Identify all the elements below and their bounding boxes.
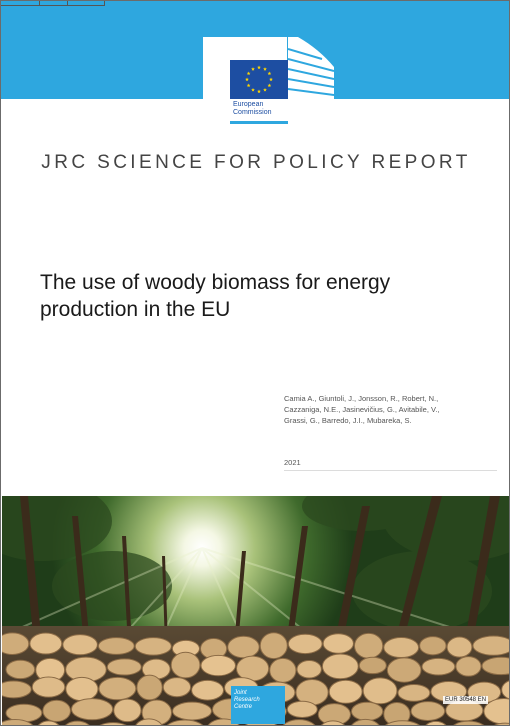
log-end	[114, 699, 141, 722]
log-end	[420, 637, 446, 655]
log-end	[287, 701, 317, 717]
log-end	[43, 700, 71, 721]
star-icon	[269, 78, 273, 82]
jrc-line: Research	[234, 697, 260, 703]
log-end	[228, 636, 260, 658]
star-icon	[267, 72, 271, 76]
log-end	[323, 634, 353, 654]
log-end	[173, 702, 212, 720]
star-icon	[257, 90, 261, 94]
eu-flag-icon	[230, 60, 288, 99]
log-end	[32, 677, 65, 697]
divider	[284, 470, 497, 471]
log-end	[359, 657, 386, 673]
log-end	[422, 658, 455, 675]
eu-stars	[230, 60, 288, 99]
log-end	[322, 654, 358, 679]
log-end	[447, 637, 472, 657]
log-end	[384, 638, 419, 658]
log-end	[71, 699, 112, 720]
log-end	[137, 675, 162, 700]
jrc-line: Joint	[234, 690, 247, 696]
star-icon	[257, 66, 261, 70]
author-list	[284, 393, 484, 426]
star-icon	[251, 67, 255, 71]
log-end	[260, 633, 287, 659]
log-end	[297, 660, 321, 678]
log-end	[171, 652, 200, 678]
document-title	[40, 269, 460, 323]
logo-wordmark	[233, 101, 272, 117]
star-icon	[251, 88, 255, 92]
authors-line: Grassi, G., Barredo, J.I., Mubareka, S.	[284, 416, 412, 425]
logo-wordmark-line1: European	[233, 101, 264, 108]
log-end	[411, 702, 445, 721]
log-end	[354, 633, 382, 658]
log-end	[363, 678, 397, 704]
log-end	[98, 638, 134, 655]
series-title: JRC SCIENCE FOR POLICY REPORT	[41, 152, 471, 173]
log-end	[201, 655, 236, 675]
publication-year: 2021	[284, 458, 301, 467]
authors-line: Camia A., Giuntoli, J., Jonsson, R., Robert, N.,	[284, 394, 439, 403]
title-line: The use of woody biomass for energy	[40, 271, 391, 294]
log-end	[163, 678, 190, 697]
log-end	[63, 635, 98, 655]
log-end	[6, 660, 35, 678]
star-icon	[247, 72, 251, 76]
log-end	[270, 658, 296, 682]
log-end	[192, 680, 224, 700]
log-end	[351, 702, 382, 720]
log-end	[135, 638, 171, 656]
star-icon	[263, 88, 267, 92]
log-end	[288, 634, 322, 653]
star-icon	[247, 84, 251, 88]
report-number: EUR 30548 EN	[445, 697, 487, 703]
jrc-line: Centre	[234, 704, 253, 710]
log-end	[107, 659, 141, 675]
log-end	[473, 636, 509, 655]
log-end	[2, 681, 31, 698]
log-end	[2, 633, 29, 655]
log-end	[398, 684, 430, 701]
log-end	[456, 657, 481, 677]
logo-building-right	[288, 37, 334, 99]
logo-wordmark-line2: Commission	[233, 109, 272, 116]
log-end	[329, 680, 362, 703]
top-edge-tabs	[1, 1, 105, 6]
authors-line: Cazzaniga, N.E., Jasinevičius, G., Avitabile, V.,	[284, 405, 440, 414]
star-icon	[267, 84, 271, 88]
title-line: production in the EU	[40, 298, 231, 321]
log-end	[30, 633, 62, 654]
logo-underline	[230, 121, 288, 124]
jrc-logo-text	[234, 690, 260, 711]
log-end	[99, 677, 136, 699]
log-end	[387, 658, 421, 682]
star-icon	[245, 78, 249, 82]
star-icon	[263, 67, 267, 71]
log-end	[66, 677, 98, 700]
